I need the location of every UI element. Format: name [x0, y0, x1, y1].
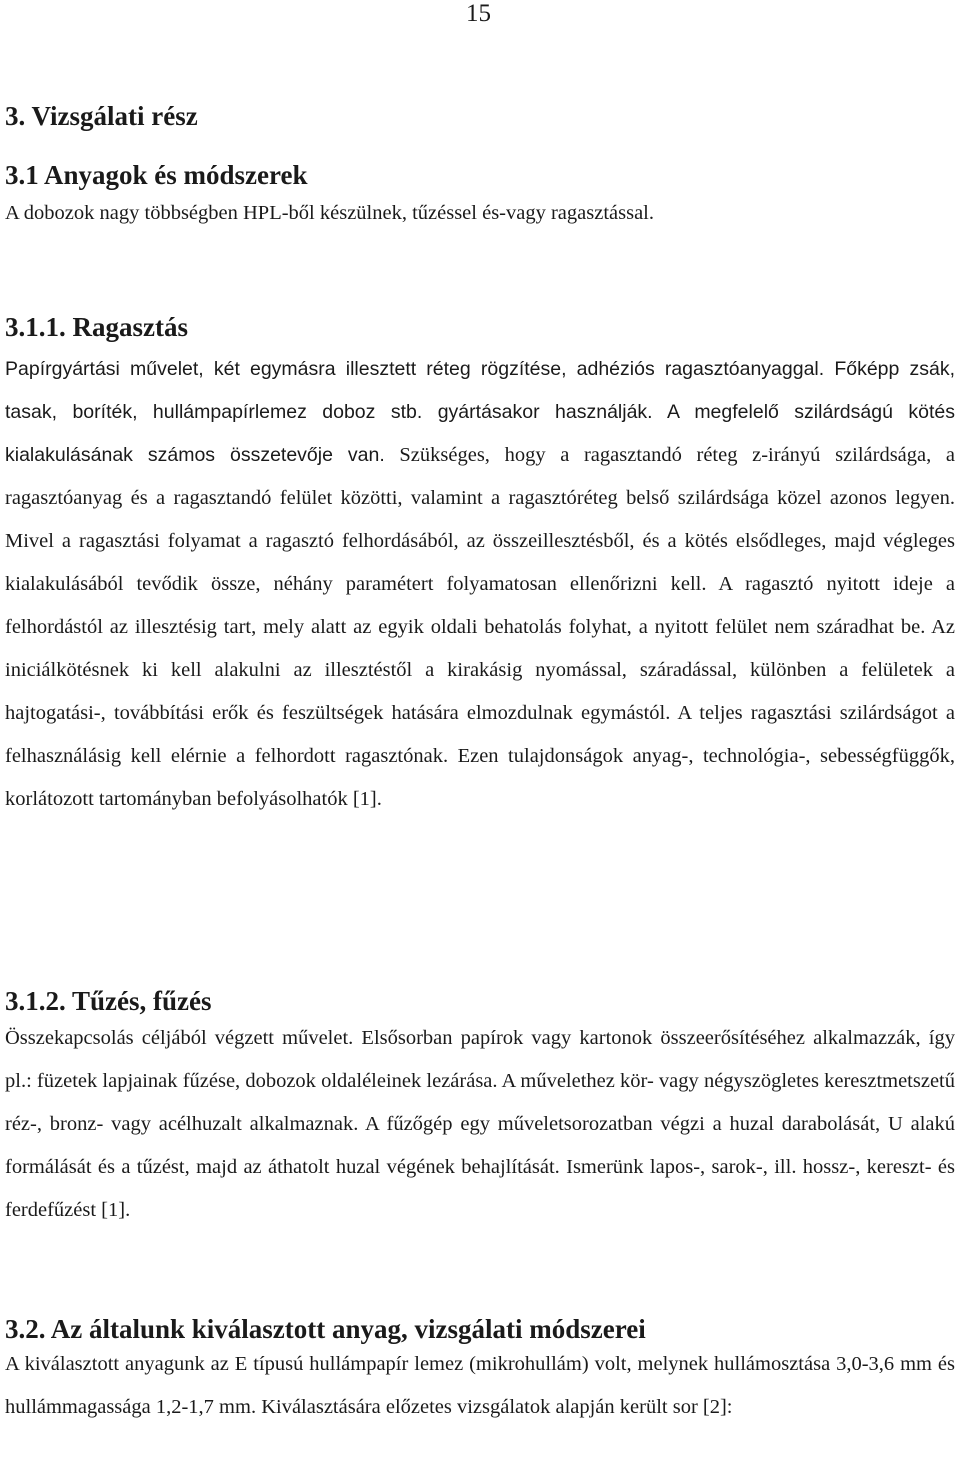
section-3-2-paragraph	[5, 1343, 955, 1429]
section-3-2-text: A kiválasztott anyagunk az E típusú hullámpapír lemez (mikrohullám) volt, melynek hullámosztása 3,0-3,6 mm és hullámmagassága 1,2-1,7 mm. Kiválasztására előzetes vizsgálatok alapján került sor [2]:	[5, 1353, 955, 1418]
section-3-1-text: A dobozok nagy többségben HPL-ből készülnek, tűzéssel és-vagy ragasztással.	[5, 202, 655, 224]
section-3-1-1-body-text: Szükséges, hogy a ragasztandó réteg z-irányú szilárdsága, a ragasztóanyag és a ragasztandó felület közötti, valamint a ragasztóréteg belső szilárdsága közel azonos legyen. Mivel a ragasztási folyamat a ragasztó felhordásából, az összeillesztésből, és a kötés elsődleges, majd végleges kialakulásából tevődik össze, néhány paramétert folyamatosan ellenőrizni kell. A ragasztó nyitott ideje a felhordástól az illesztésig tart, mely alatt az egyik oldali behatolás folyhat, a nyitott felület nem száradhat be. Az iniciálkötésnek ki kell alakulni az illesztéstől a kirakásig nyomással, száradással, különben a felületek a hajtogatási-, továbbítási erők és feszültségek hatására elmozdulnak egymástól. A teljes ragasztási szilárdságot a felhasználásig kell elérnie a felhordott ragasztónak. Ezen tulajdonságok anyag-, technológia-, sebességfüggők, korlátozott tartományban befolyásolhatók [1].	[5, 444, 956, 810]
section-3-1-1-paragraph	[5, 348, 955, 821]
section-heading-3-1-1: 3.1.1. Ragasztás	[5, 312, 188, 342]
section-heading-3-1: 3.1 Anyagok és módszerek	[5, 160, 308, 190]
section-heading-3-2: 3.2. Az általunk kiválasztott anyag, vizsgálati módszerei	[5, 1314, 646, 1344]
page-number: 15	[466, 0, 491, 27]
section-3-1-2-paragraph	[5, 1017, 955, 1232]
section-3-1-2-text: Összekapcsolás céljából végzett művelet. Elsősorban papírok vagy kartonok összeerősítéséhez alkalmazzák, így pl.: füzetek lapjainak fűzése, dobozok oldaléleinek lezárása. A művelethez kör- vagy négyszögletes keresztmetszetű réz-, bronz- vagy acélhuzalt alkalmaznak. A fűzőgép egy műveletsorozatban végzi a huzal darabolását, U alakú formálását és a tűzést, majd az áthatolt huzal végének behajlítását. Ismerünk lapos-, sarok-, ill. hossz-, kereszt- és ferdefűzést [1].	[5, 1027, 955, 1221]
section-heading-3: 3. Vizsgálati rész	[5, 101, 198, 131]
section-3-1-paragraph	[5, 198, 955, 228]
section-3-1-1-intro-text: Papírgyártási művelet, két egymásra illesztett réteg rögzítése, adhéziós ragasztóanyaggal. Főképp zsák, tasak, boríték, hullámpapírlemez doboz stb. gyártásakor használják. A megfelelő szilárdságú kötés kialakulásának számos összetevője van.	[5, 358, 955, 466]
section-heading-3-1-2: 3.1.2. Tűzés, fűzés	[5, 986, 212, 1016]
